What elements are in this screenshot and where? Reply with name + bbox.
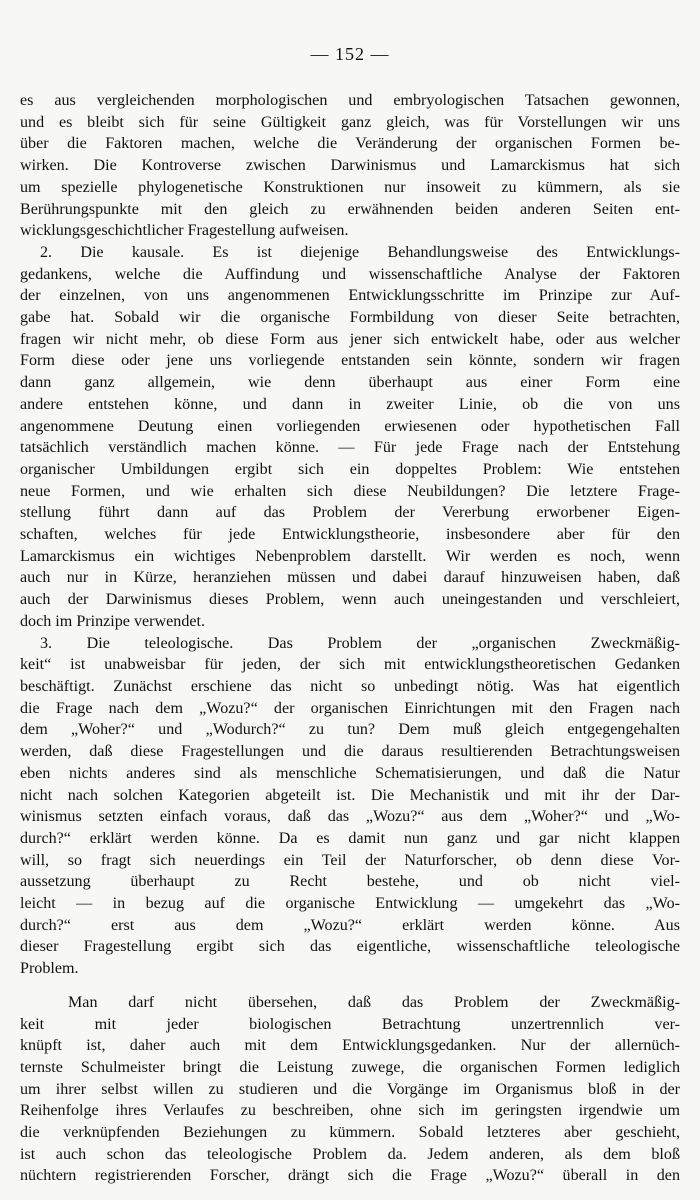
text-line: nicht nach solchen Kategorien abgeteilt ist. Die Mechanistik und mit ihr der Dar- bbox=[20, 786, 680, 804]
text-line: eben nichts anderes sind als menschliche Schematisierungen, und daß die Natur bbox=[20, 764, 680, 782]
text-line: will, so fragt sich neuerdings ein Teil der Naturforscher, ob denn diese Vor- bbox=[20, 851, 680, 869]
text-line: durch?“ erklärt werden könne. Da es damit nun ganz und gar nicht klappen bbox=[20, 829, 680, 847]
text-line: über die Faktoren machen, welche die Veränderung der organischen Formen be- bbox=[20, 135, 680, 153]
text-line: 2. Die kausale. Es ist diejenige Behandlungsweise des Entwicklungs- bbox=[40, 243, 680, 261]
text-line: gabe hat. Sobald wir die organische Formbildung von dieser Seite betrachten, bbox=[20, 309, 680, 327]
text-line: wirken. Die Kontroverse zwischen Darwinismus und Lamarckismus hat sich bbox=[20, 157, 680, 175]
text-line: knüpft ist, daher auch mit dem Entwicklungsgedanken. Nur der allernüch- bbox=[20, 1037, 680, 1055]
paragraph bbox=[20, 242, 680, 633]
text-line: neue Formen, und wie erhalten sich diese Neubildungen? Die letztere Frage- bbox=[20, 482, 680, 500]
text-line: die verknüpfenden Beziehungen zu kümmern. Sobald letzteres aber geschieht, bbox=[20, 1124, 680, 1142]
text-line: fragen wir nicht mehr, ob diese Form aus jener sich entwickelt habe, oder aus welcher bbox=[20, 330, 680, 348]
text-line: dieser Fragestellung ergibt sich das eigentliche, wissenschaftliche teleologische bbox=[20, 938, 680, 956]
text-line: Problem. bbox=[20, 960, 79, 978]
text-line: der einzelnen, von uns angenommenen Entwicklungsschritte im Prinzipe zur Auf- bbox=[20, 287, 680, 305]
text-line: dann ganz allgemein, wie denn überhaupt aus einer Form eine bbox=[20, 374, 680, 392]
text-line: Man darf nicht übersehen, daß das Problem der Zweckmäßig- bbox=[68, 993, 680, 1011]
text-line: 3. Die teleologische. Das Problem der „organischen Zweckmäßig- bbox=[40, 634, 680, 652]
text-line: winismus setzten einfach voraus, daß das „Wozu?“ aus dem „Woher?“ und „Wo- bbox=[20, 808, 680, 826]
text-line: Form diese oder jene uns vorliegende entstanden sein könnte, sondern wir fragen bbox=[20, 352, 680, 370]
text-line: und es bleibt sich für seine Gültigkeit ganz gleich, was für Vorstellungen wir uns bbox=[20, 113, 680, 131]
text-line: die Frage nach dem „Wozu?“ der organischen Einrichtungen mit den Fragen nach bbox=[20, 699, 680, 717]
text-line: gedankens, welche die Auffindung und wissenschaftliche Analyse der Faktoren bbox=[20, 265, 680, 283]
text-line: es aus vergleichenden morphologischen und embryologischen Tatsachen gewonnen, bbox=[20, 92, 680, 109]
text-line: dem „Woher?“ und „Wodurch?“ zu tun? Dem muß gleich entgegengehalten bbox=[20, 721, 680, 739]
text-line: werden, daß diese Fragestellungen und die daraus resultierenden Betrachtungsweisen bbox=[20, 743, 680, 761]
paragraph bbox=[20, 992, 680, 1187]
text-line: um spezielle phylogenetische Konstruktionen nur insoweit zu kümmern, als sie bbox=[20, 178, 680, 196]
text-line: wicklungsgeschichtlicher Fragestellung aufweisen. bbox=[20, 222, 349, 240]
text-line: Berührungspunkte mit den gleich zu erwähnenden beiden anderen Seiten ent- bbox=[20, 200, 680, 218]
text-line: auch nur in Kürze, heranziehen müssen und dabei darauf hinzuweisen haben, daß bbox=[20, 569, 680, 587]
text-line: beschäftigt. Zunächst erschiene das nicht so unbedingt nötig. Was hat eigentlich bbox=[20, 677, 680, 695]
text-line: auch der Darwinismus dieses Problem, wenn auch uneingestanden und verschleiert, bbox=[20, 591, 680, 609]
text-line: Reihenfolge ihres Verlaufes zu beschreiben, ohne sich im geringsten irgendwie um bbox=[20, 1102, 680, 1120]
text-line: ist auch schon das teleologische Problem da. Jedem anderen, als dem bloß bbox=[20, 1145, 680, 1163]
page-number-header: — 152 — bbox=[310, 44, 390, 64]
text-line: keit“ ist unabweisbar für jeden, der sich mit entwicklungstheoretischen Gedanken bbox=[20, 656, 680, 674]
text-line: stellung führt dann auf das Problem der Vererbung erworbener Eigen- bbox=[20, 504, 680, 522]
text-line: Lamarckismus ein wichtiges Nebenproblem darstellt. Wir werden es noch, wenn bbox=[20, 547, 680, 565]
text-line: doch im Prinzipe verwendet. bbox=[20, 612, 206, 630]
text-line: aussetzung überhaupt zu Recht bestehe, und ob nicht viel- bbox=[20, 873, 680, 891]
text-line: ternste Schulmeister bringt die Leistung zuwege, die organischen Formen lediglich bbox=[20, 1058, 680, 1076]
text-line: um ihrer selbst willen zu studieren und die Vorgänge im Organismus bloß in der bbox=[20, 1080, 680, 1098]
paragraph bbox=[20, 90, 680, 242]
text-line: andere entstehen könne, und dann in zweiter Linie, ob die von uns bbox=[20, 395, 680, 413]
text-line: schaften, welches für jede Entwicklungstheorie, insbesondere aber für den bbox=[20, 526, 680, 544]
text-line: keit mit jeder biologischen Betrachtung unzertrennlich ver- bbox=[20, 1015, 680, 1033]
document-body bbox=[20, 90, 680, 1187]
text-line: nüchtern registrierenden Forscher, drängt sich die Frage „Wozu?“ überall in den bbox=[20, 1167, 680, 1185]
text-line: leicht — in bezug auf die organische Entwicklung — umgekehrt das „Wo- bbox=[20, 895, 680, 913]
text-line: tatsächlich verständlich machen könne. — Für jede Frage nach der Entstehung bbox=[20, 439, 680, 457]
text-line: angenommene Deutung einen vorliegenden erwiesenen oder hypothetischen Fall bbox=[20, 417, 680, 435]
text-line: durch?“ erst aus dem „Wozu?“ erklärt werden könne. Aus bbox=[20, 916, 680, 934]
paragraph bbox=[20, 633, 680, 980]
text-line: organischer Umbildungen ergibt sich ein doppeltes Problem: Wie entstehen bbox=[20, 460, 680, 478]
